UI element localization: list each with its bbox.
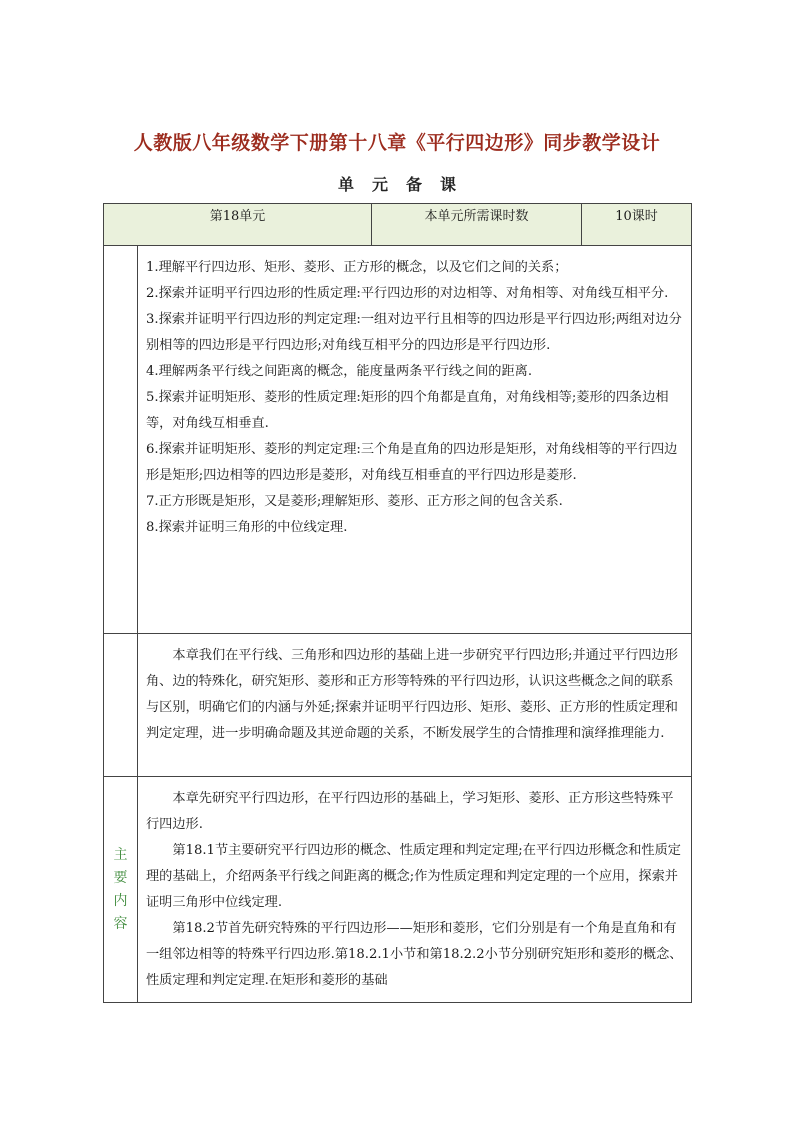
goal-item: 7.正方形既是矩形，又是菱形;理解矩形、菱形、正方形之间的包含关系. [146, 494, 563, 509]
goal-item: 8.探索并证明三角形的中位线定理. [146, 520, 348, 535]
goal-item: 2.探索并证明平行四边形的性质定理:平行四边形的对边相等、对角相等、对角线互相平分. [146, 286, 669, 301]
content-paragraph: 第18.2节首先研究特殊的平行四边形——矩形和菱形，它们分别是有一个角是直角和有一组邻边相等的特殊平行四边形.第18.2.1小节和第18.2.2小节分别研究矩形和菱形的概念、性质定理和判定定理.在矩形和菱形的基础 [146, 921, 683, 988]
analysis-side-cell [104, 634, 138, 777]
content-side-cell [104, 777, 138, 1003]
table-header-row [104, 204, 692, 246]
content-paragraph: 第18.1节主要研究平行四边形的概念、性质定理和判定定理;在平行四边形概念和性质定理的基础上，介绍两条平行线之间距离的概念;作为性质定理和判定定理的一个应用，探索并证明三角形中位线定理. [146, 843, 681, 910]
goal-item: 4.理解两条平行线之间距离的概念，能度量两条平行线之间的距离. [146, 364, 533, 379]
goal-item: 6.探索并证明矩形、菱形的判定定理:三个角是直角的四边形是矩形，对角线相等的平行四边形是矩形;四边相等的四边形是菱形，对角线互相垂直的平行四边形是菱形. [146, 442, 678, 483]
document-title: 人教版八年级数学下册第十八章《平行四边形》同步教学设计 [133, 132, 661, 154]
analysis-cell [138, 634, 692, 777]
goals-side-cell [104, 246, 138, 634]
unit-plan-table [103, 203, 692, 1003]
goal-item: 3.探索并证明平行四边形的判定定理:一组对边平行且相等的四边形是平行四边形;两组对边分别相等的四边形是平行四边形;对角线互相平分的四边形是平行四边形. [146, 312, 682, 353]
unit-number-cell: 第18单元 [104, 204, 372, 246]
goals-cell [138, 246, 692, 634]
goals-row [104, 246, 692, 634]
analysis-paragraph: 本章我们在平行线、三角形和四边形的基础上进一步研究平行四边形;并通过平行四边形角、边的特殊化，研究矩形、菱形和正方形等特殊的平行四边形，认识这些概念之间的联系与区别，明确它们的内涵与外延;探索并证明平行四边形、矩形、菱形、正方形的性质定理和判定定理，进一步明确命题及其逆命题的关系，不断发展学生的合情推理和演绎推理能力. [146, 648, 678, 741]
hours-value-cell: 10课时 [582, 204, 692, 246]
goal-item: 5.探索并证明矩形、菱形的性质定理:矩形的四个角都是直角，对角线相等;菱形的四条边相等，对角线互相垂直. [146, 390, 669, 431]
content-row [104, 777, 692, 1003]
goal-item: 1.理解平行四边形、矩形、菱形、正方形的概念，以及它们之间的关系； [146, 260, 568, 275]
hours-label-cell: 本单元所需课时数 [372, 204, 582, 246]
content-paragraph: 本章先研究平行四边形，在平行四边形的基础上，学习矩形、菱形、正方形这些特殊平行四边形. [146, 791, 674, 832]
section-subtitle: 单元备课 [337, 175, 474, 194]
content-cell [138, 777, 692, 1003]
content-label: 主 要 内 容 [113, 846, 128, 932]
analysis-row [104, 634, 692, 777]
